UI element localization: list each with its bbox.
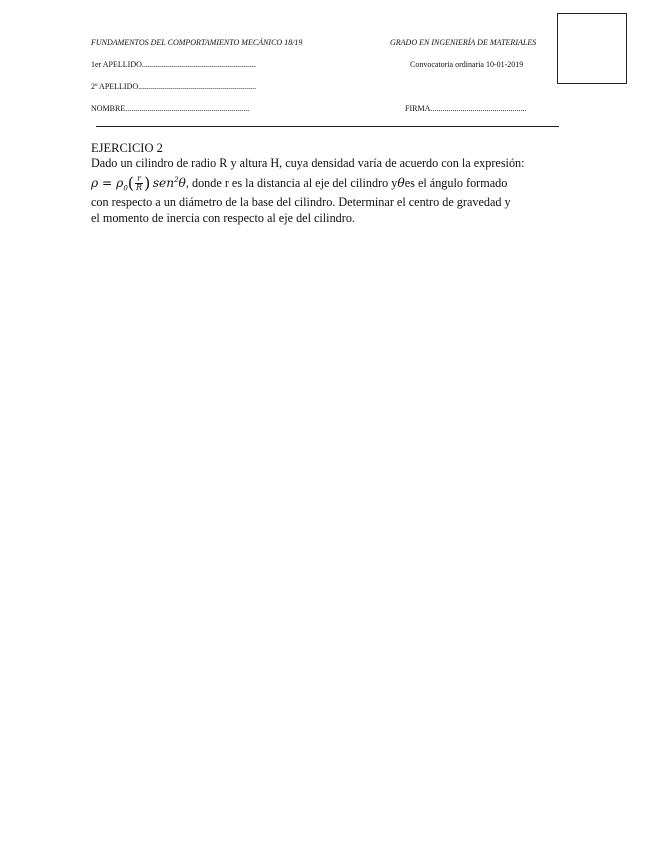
exercise-line-2-text: , donde r es la distancia al eje del cilindro y (185, 175, 398, 190)
formula-rho0-sub: 0 (123, 183, 128, 192)
exercise-line-1: Dado un cilindro de radio R y altura H, cuya densidad varía de acuerdo con la expresión: (91, 156, 525, 170)
name-field: NOMBRE.............................................................. (91, 104, 250, 113)
formula-sen-exp: 2 (174, 175, 179, 184)
surname2-field: 2º APELLIDO........................................................... (91, 82, 257, 91)
formula-equals: = (98, 175, 117, 190)
formula-sen: sen (152, 175, 175, 190)
formula-rho: ρ (91, 175, 99, 190)
header-divider (96, 126, 559, 127)
inline-theta: θ (397, 175, 405, 190)
exercise-line-2 (91, 172, 507, 194)
formula-paren-open: ( (127, 173, 135, 192)
exercise-title: EJERCICIO 2 (91, 141, 163, 155)
surname1-field: 1er APELLIDO......................................................... (91, 60, 256, 69)
formula-frac-num: r (135, 175, 143, 184)
exam-date: Convocatoria ordinaria 10-01-2019 (410, 60, 524, 69)
degree-title: GRADO EN INGENIERÍA DE MATERIALES (390, 38, 537, 47)
formula-rho0: ρ (116, 175, 124, 190)
formula-theta: θ (178, 175, 186, 190)
formula-fraction (135, 175, 143, 192)
exercise-line-3: con respecto a un diámetro de la base del cilindro. Determinar el centro de gravedad y (91, 195, 511, 209)
grade-box (557, 13, 627, 84)
formula (91, 175, 186, 192)
exercise-line-2-end: es el ángulo formado (404, 175, 508, 190)
formula-paren-close: ) (144, 173, 151, 192)
signature-field: FIRMA................................................ (405, 104, 527, 113)
formula-frac-den: R (136, 182, 143, 192)
exercise-line-4: el momento de inercia con respecto al eje del cilindro. (91, 211, 355, 225)
course-title: FUNDAMENTOS DEL COMPORTAMIENTO MECÁNICO 18/19 (91, 38, 303, 47)
